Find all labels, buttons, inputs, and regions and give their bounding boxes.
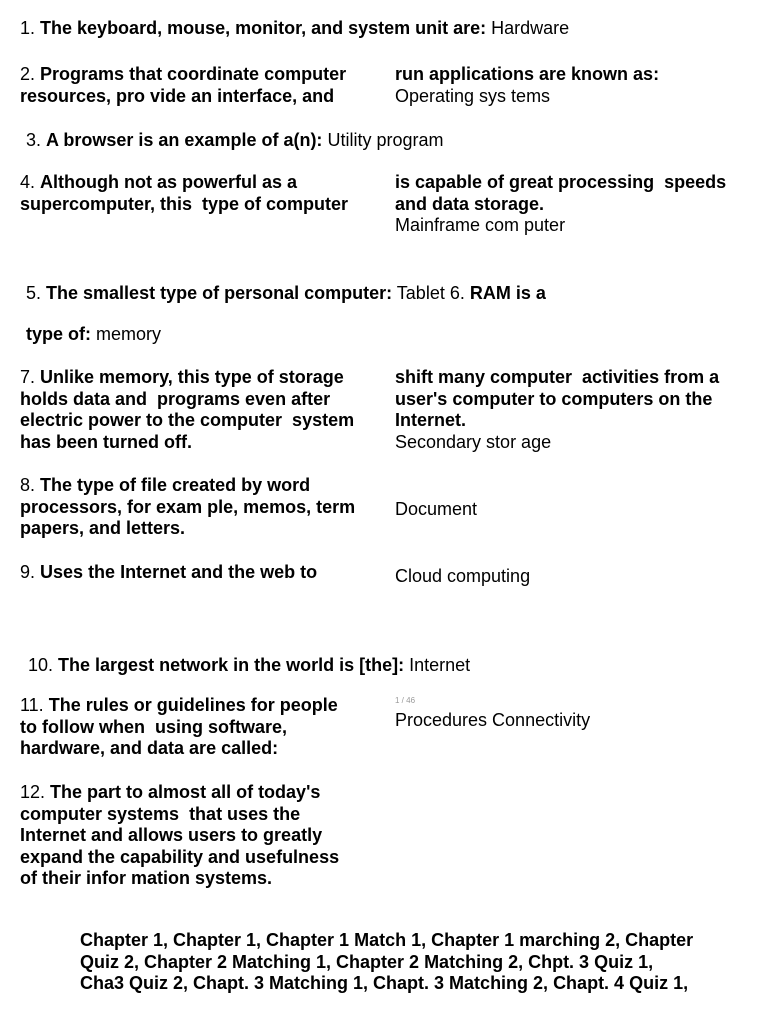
question-text-line: and data storage. [395,193,545,214]
answer-11: Procedures Connectivity [395,710,591,730]
answer-text: Operating sys tems [395,85,551,106]
cloud-description [395,367,719,453]
answer-8: Document [395,499,478,519]
question-number: 2. [20,64,36,84]
question-text: A browser is an example of a(n): [46,130,323,150]
question-text-line: Internet and allows users to greatly [20,825,323,845]
question-text-line: The rules or guidelines for people [48,695,338,715]
question-3 [26,130,443,152]
footer-line: Quiz 2, Chapter 2 Matching 1, Chapter 2 Matching 2, Chpt. 3 Quiz 1, [80,951,654,972]
question-11 [20,695,338,760]
question-text-line: has been turned off. [20,431,193,452]
question-number: 8. [20,475,36,495]
answer-text: Utility program [327,130,444,150]
question-text-line: resources, pro vide an interface, and [20,85,335,106]
question-6 [26,324,161,346]
question-text-line: to follow when using software, [20,716,288,737]
question-number: 6. [449,283,465,303]
question-number: 7. [20,367,36,387]
question-text-line: expand the capability and usefulness [20,846,340,867]
question-number: 12. [20,782,46,802]
question-text-line: hardware, and data are called: [20,738,279,758]
chapter-list-footer [80,930,693,995]
answer-text: Internet [409,655,471,675]
question-text: RAM is a [469,283,546,303]
answer-text: memory [96,324,162,344]
question-number: 1. [20,18,36,38]
question-text: The largest network in the world is [the]: [58,655,405,675]
answer-text: Hardware [491,18,570,38]
question-7 [20,367,354,453]
question-text-line: computer systems that uses the [20,803,301,824]
answer-text: Tablet [396,283,445,303]
question-text-line: papers, and letters. [20,518,186,538]
answer-text: Secondary stor age [395,431,552,452]
question-number: 5. [26,283,42,303]
question-text: type of: [26,324,91,344]
question-text: Uses the Internet and the web to [40,562,318,582]
question-number: 9. [20,562,36,582]
question-number: 11. [20,695,44,715]
question-4 [20,172,348,215]
question-10 [28,655,470,677]
question-text-line: processors, for exam ple, memos, term [20,496,356,517]
question-text: The smallest type of personal computer: [46,283,393,303]
question-text-line: The type of file created by word [40,475,311,495]
question-number: 10. [28,655,54,675]
footer-line: Chapter 1, Chapter 1, Chapter 1 Match 1, Chapter 1 marching 2, Chapter [80,930,694,950]
question-text-line: Programs that coordinate computer [40,64,347,84]
question-9 [20,562,317,584]
question-text-line: run applications are known as: [395,64,660,84]
question-12 [20,782,339,890]
question-1 [20,18,569,40]
question-text: The keyboard, mouse, monitor, and system unit are: [40,18,487,38]
question-text-line: The part to almost all of today's [50,782,321,802]
footer-line: Cha3 Quiz 2, Chapt. 3 Matching 1, Chapt. 3 Matching 2, Chapt. 4 Quiz 1, [80,973,689,993]
question-2-continuation [395,64,659,107]
answer-9: Cloud computing [395,566,531,586]
question-4-continuation [395,172,726,237]
question-number: 3. [26,130,42,150]
question-text-line: supercomputer, this type of computer [20,193,349,214]
answer-text: Mainframe com puter [395,215,566,235]
question-text-line: of their infor mation systems. [20,868,273,888]
question-text-line: shift many computer activities from a [395,367,720,387]
question-text-line: electric power to the computer system [20,410,355,430]
question-text-line: Internet. [395,410,467,430]
question-5 [26,283,546,305]
question-text-line: Although not as powerful as a [40,172,298,192]
question-text-line: is capable of great processing speeds [395,172,727,192]
question-text-line: user's computer to computers on the [395,388,713,409]
question-text-line: Unlike memory, this type of storage [40,367,344,387]
question-8 [20,475,355,540]
page-number: 1 / 46 [395,696,416,705]
question-text-line: holds data and programs even after [20,388,331,409]
question-2 [20,64,346,107]
question-number: 4. [20,172,36,192]
